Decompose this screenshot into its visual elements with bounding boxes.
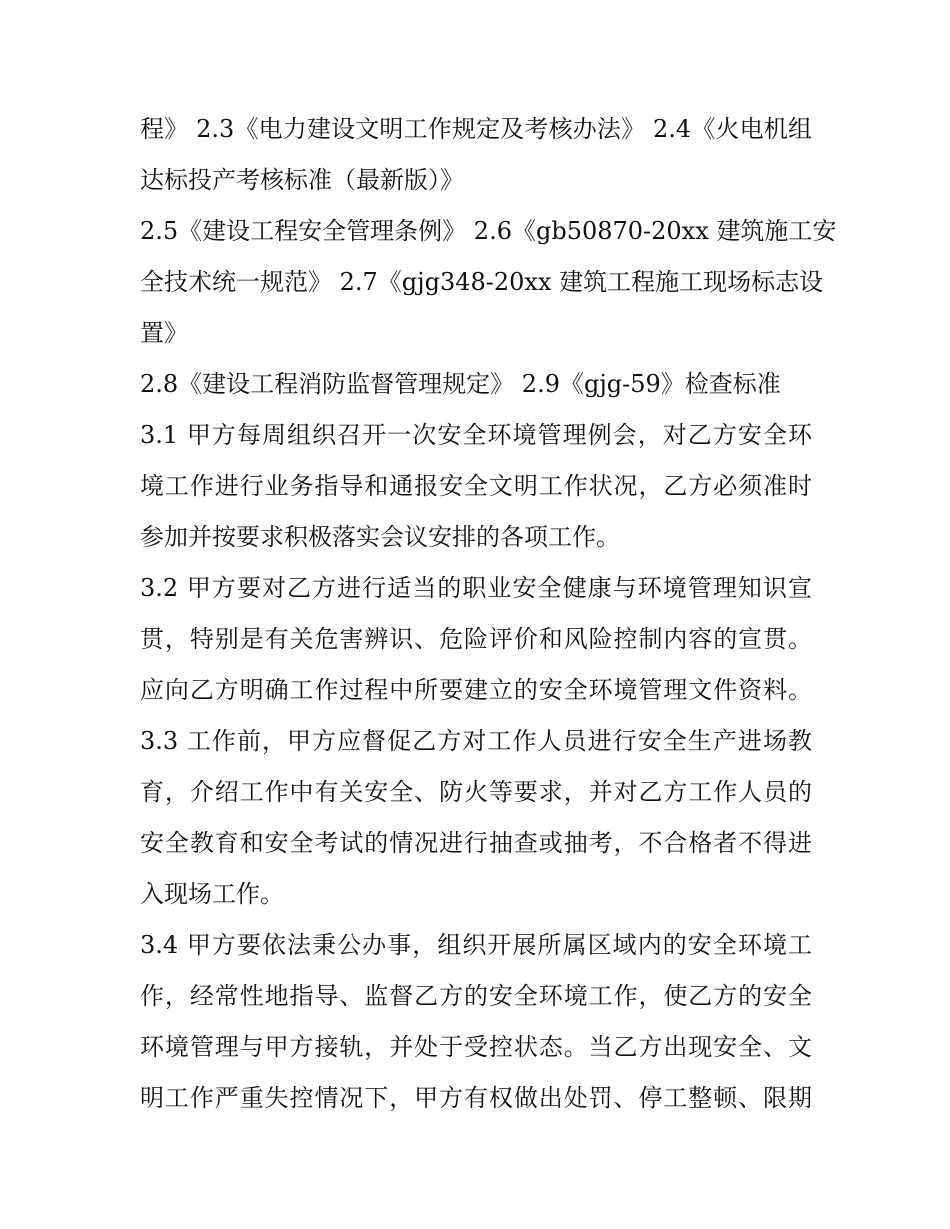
text-line: 贯，特别是有关危害辨识、危险评价和风险控制内容的宣贯。 [140, 625, 812, 653]
text-line: 全技术统一规范》 2.7《gjg348-20xx 建筑工程施工现场标志设 [140, 268, 824, 296]
text-line: 置》 [140, 319, 188, 347]
text-line: 参加并按要求积极落实会议安排的各项工作。 [140, 523, 620, 551]
text-line: 2.8《建设工程消防监督管理规定》 2.9《gjg-59》检查标准 [140, 370, 781, 398]
text-line: 入现场工作。 [140, 880, 284, 908]
text-line: 环境管理与甲方接轨，并处于受控状态。当乙方出现安全、文 [140, 1033, 812, 1061]
text-line: 育，介绍工作中有关安全、防火等要求，并对乙方工作人员的 [140, 778, 812, 806]
document-body [140, 104, 837, 1124]
text-line: 应向乙方明确工作过程中所要建立的安全环境管理文件资料。 [140, 676, 812, 704]
text-line: 3.2 甲方要对乙方进行适当的职业安全健康与环境管理知识宣 [140, 574, 812, 602]
text-line: 安全教育和安全考试的情况进行抽查或抽考，不合格者不得进 [140, 829, 812, 857]
text-line: 达标投产考核标准（最新版）》 [140, 166, 464, 194]
text-line: 3.1 甲方每周组织召开一次安全环境管理例会，对乙方安全环 [140, 421, 812, 449]
text-line: 程》 2.3《电力建设文明工作规定及考核办法》 2.4《火电机组 [140, 115, 812, 143]
text-line: 2.5《建设工程安全管理条例》 2.6《gb50870-20xx 建筑施工安 [140, 217, 837, 245]
text-line: 3.3 工作前，甲方应督促乙方对工作人员进行安全生产进场教 [140, 727, 812, 755]
text-line: 3.4 甲方要依法秉公办事，组织开展所属区域内的安全环境工 [140, 931, 812, 959]
text-line: 境工作进行业务指导和通报安全文明工作状况，乙方必须准时 [140, 472, 812, 500]
text-line: 作，经常性地指导、监督乙方的安全环境工作，使乙方的安全 [140, 982, 812, 1010]
text-line: 明工作严重失控情况下，甲方有权做出处罚、停工整顿、限期 [140, 1084, 812, 1112]
